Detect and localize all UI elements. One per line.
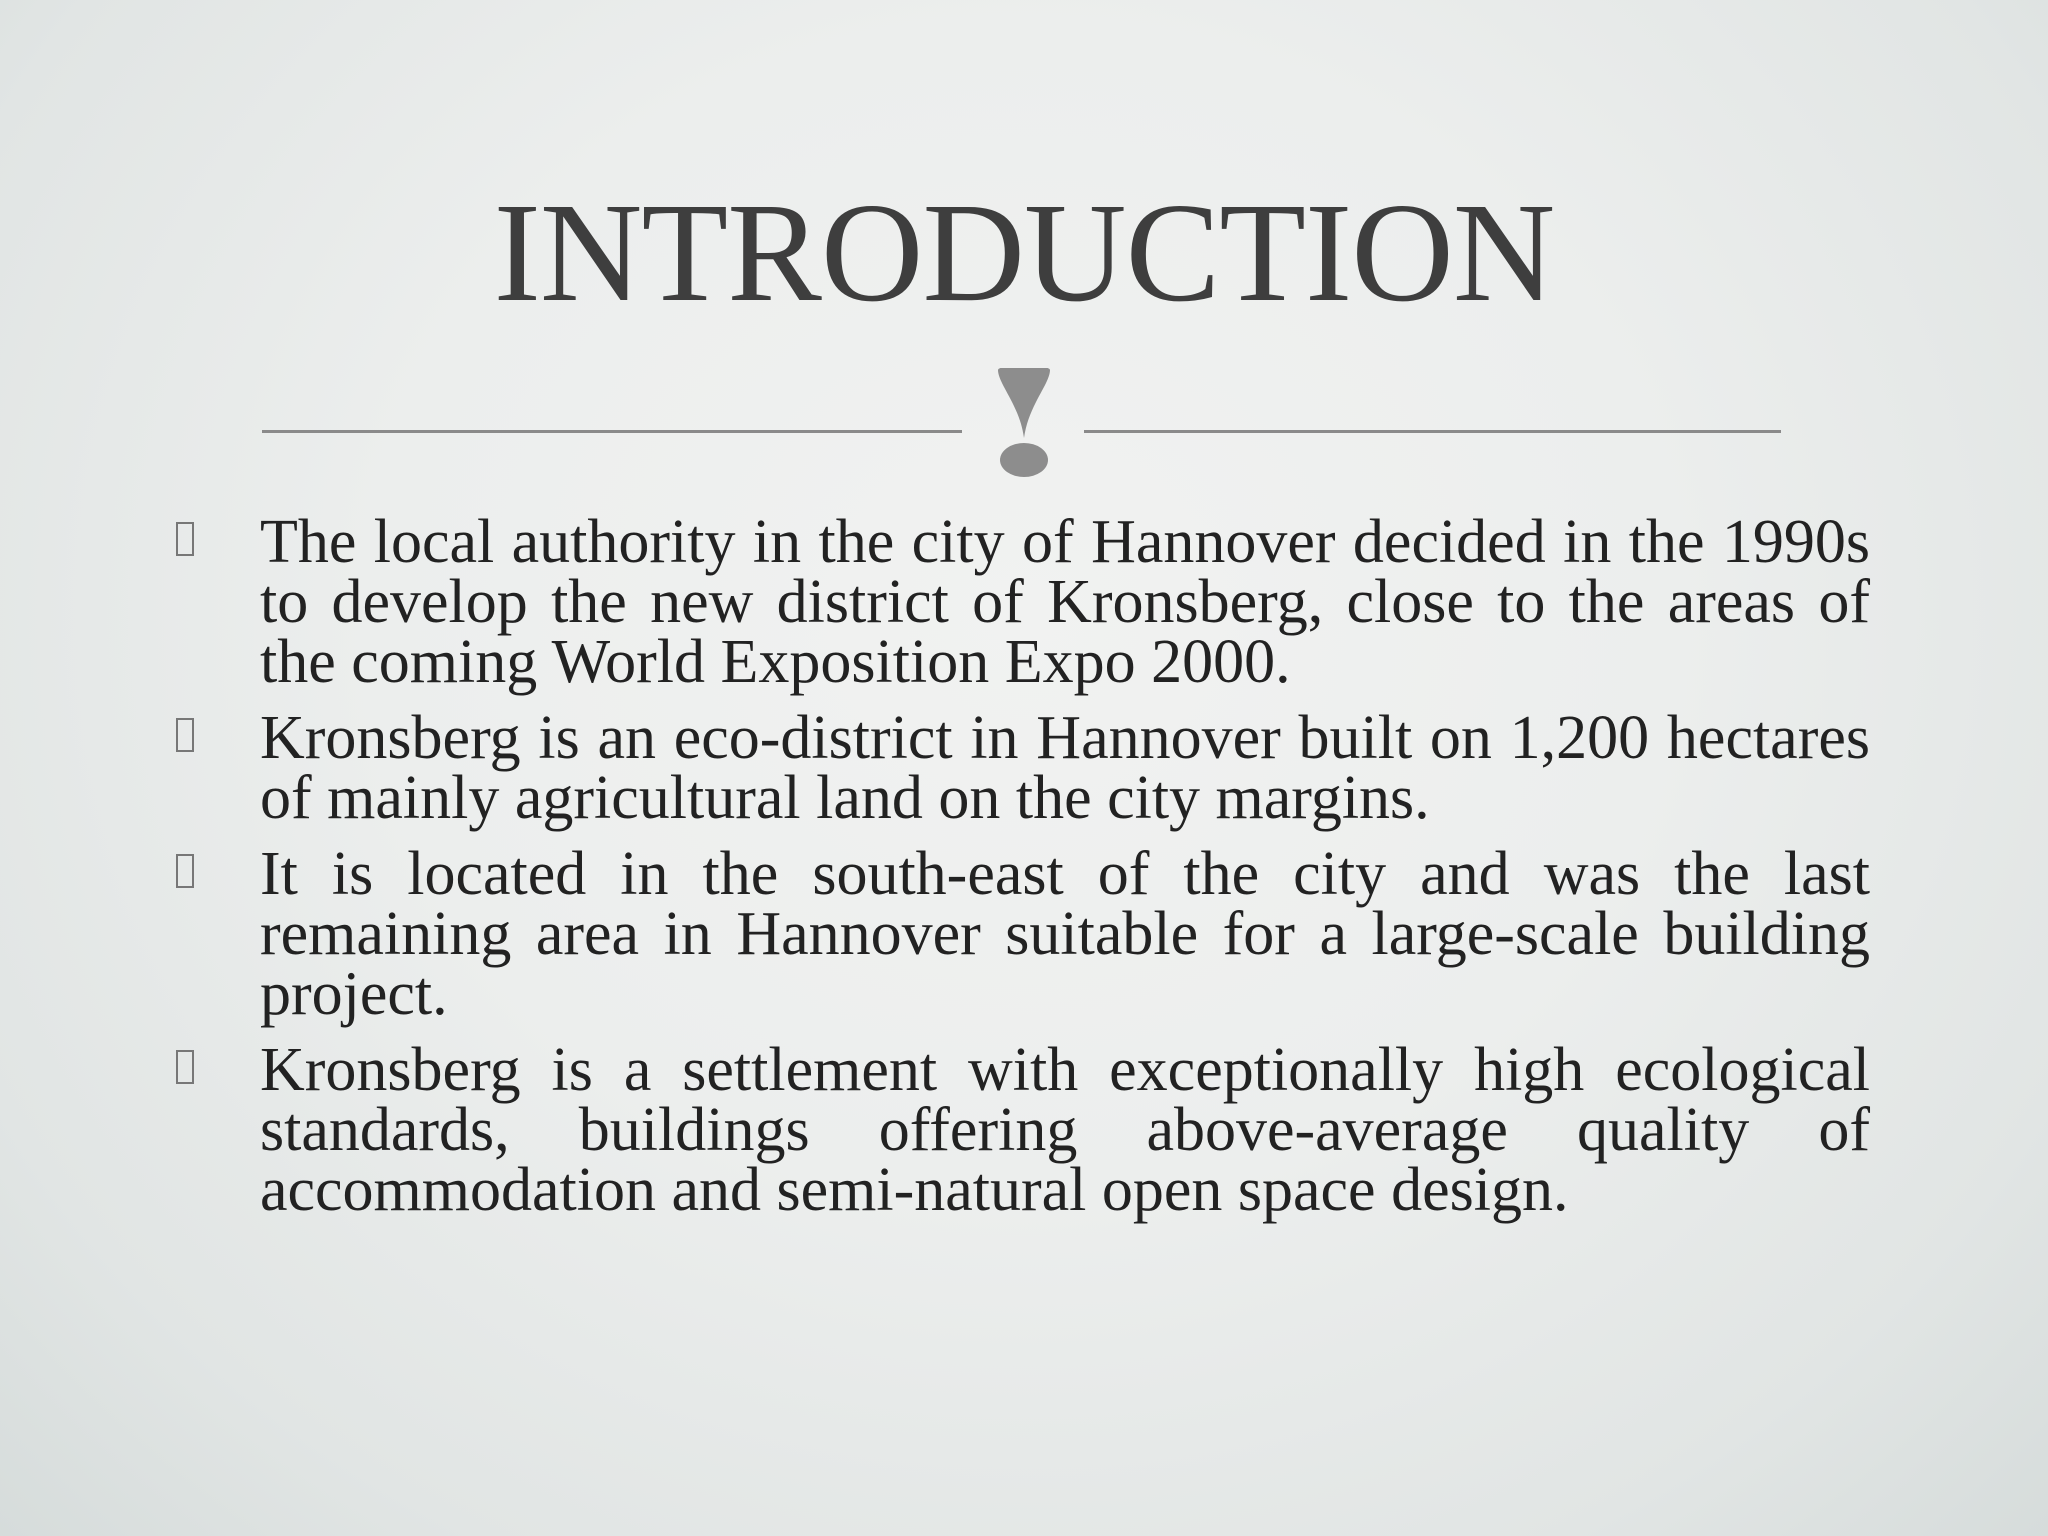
exclamation-ornament-icon xyxy=(992,368,1056,478)
bullet-text: The local authority in the city of Hannover decided in the 1990s to develop the new district of Kronsberg, close to the areas of the coming World Exposition Expo 2000. xyxy=(260,508,1870,696)
bullet-text: Kronsberg is a settlement with exceptionally high ecological standards, buildings offering above-average quality of accommodation and semi-natural open space design. xyxy=(260,1036,1870,1224)
bullet-list xyxy=(176,508,1870,1236)
list-item xyxy=(176,840,1870,1028)
bullet-marker-icon xyxy=(176,854,194,888)
slide-title: INTRODUCTION xyxy=(493,173,1555,331)
list-item xyxy=(176,508,1870,696)
bullet-text: Kronsberg is an eco-district in Hannover built on 1,200 hectares of mainly agricultural land on the city margins. xyxy=(260,704,1870,832)
bullet-marker-icon xyxy=(176,522,194,556)
list-item xyxy=(176,1036,1870,1224)
divider-left xyxy=(262,430,962,433)
bullet-marker-icon xyxy=(176,1050,194,1084)
list-item xyxy=(176,704,1870,832)
bullet-text: It is located in the south-east of the city and was the last remaining area in Hannover suitable for a large-scale building project. xyxy=(260,840,1870,1028)
bullet-marker-icon xyxy=(176,718,194,752)
divider-right xyxy=(1084,430,1781,433)
